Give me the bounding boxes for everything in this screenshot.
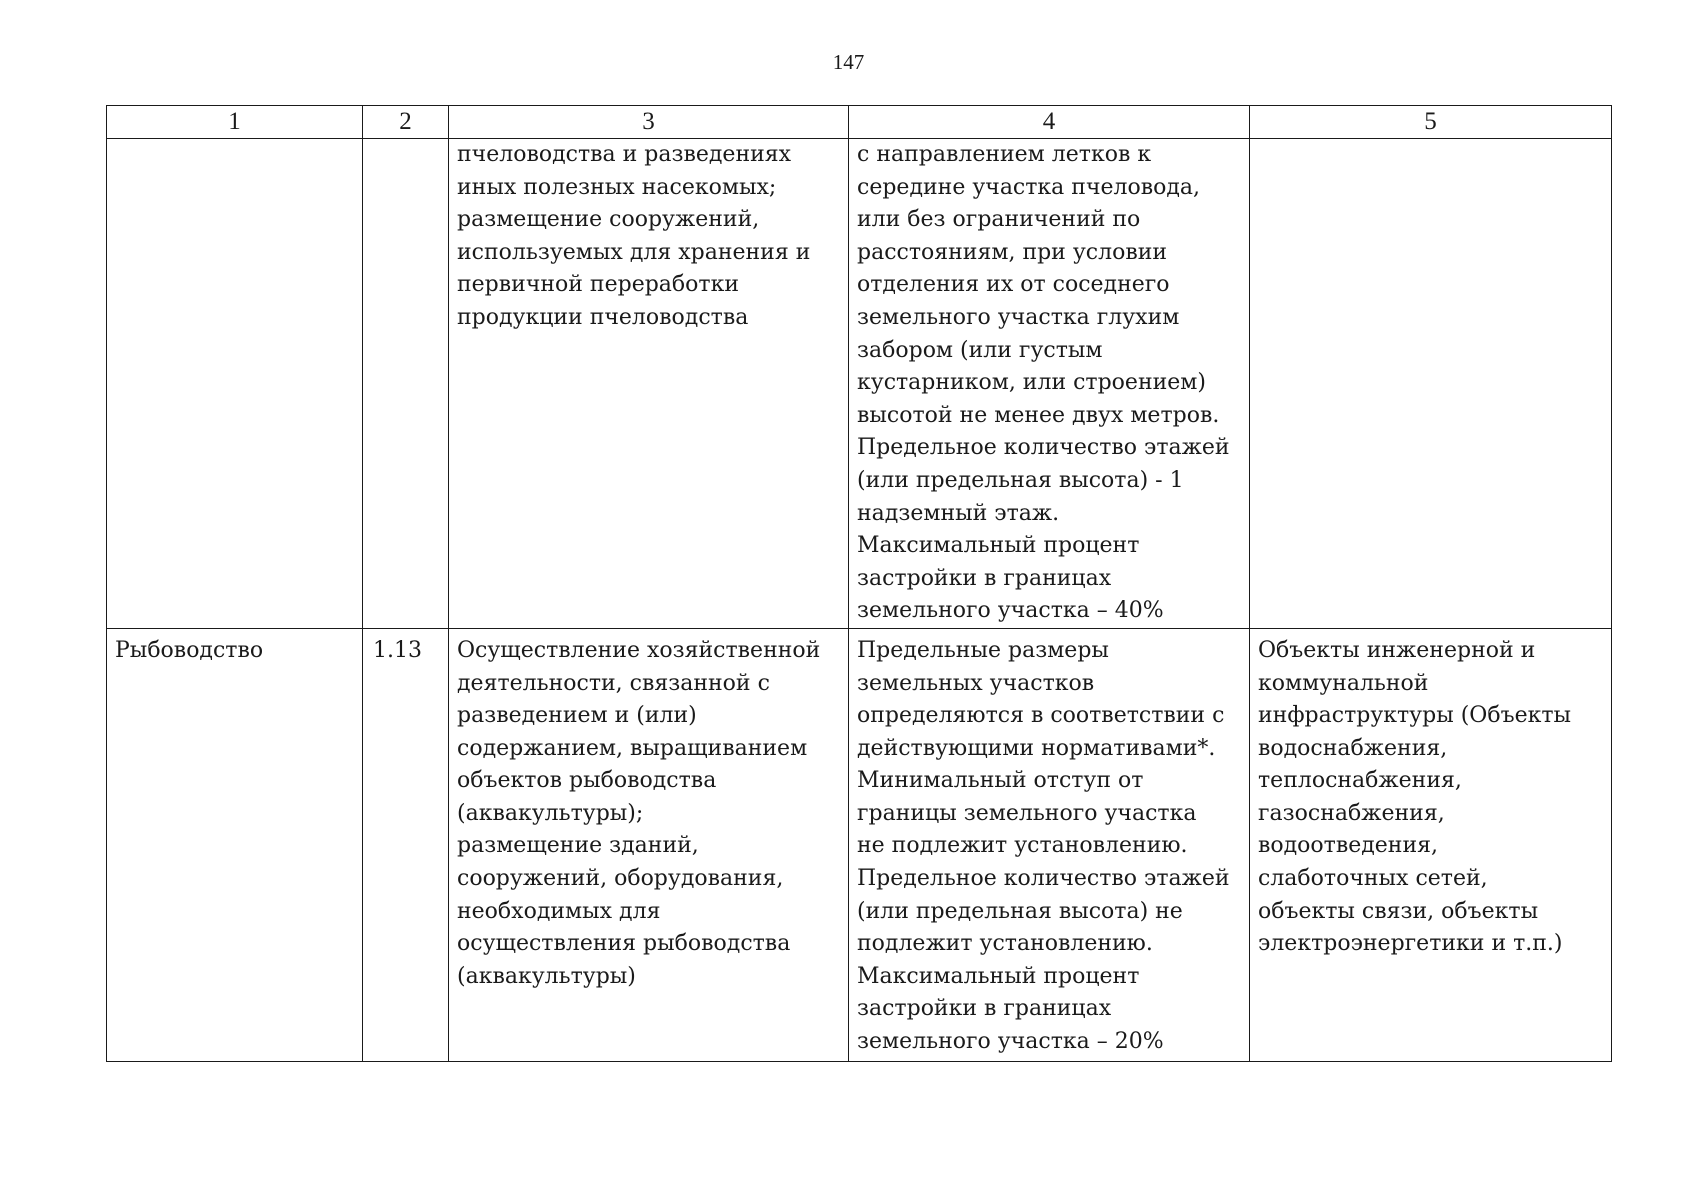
use-parameters-text: Предельные размеры земельных участков определяются в соответствии с действующими нормативами*. Минимальный отступ от границы земельного участка не подлежит установлению. Предельное количество этажей (или предельная высота) не подлежит установлению. Максимальный процент застройки в границах земельного участка – 20%: [857, 637, 1230, 1055]
table-row: [107, 139, 1612, 629]
cell-use-code: [363, 628, 449, 1061]
column-header-5: 5: [1250, 106, 1612, 139]
table-row: [107, 628, 1612, 1061]
land-use-table: [106, 105, 1612, 1062]
use-description-text: Осуществление хозяйственной деятельности, связанной с разведением и (или) содержанием, выращиванием объектов рыбоводства (аквакультуры); размещение зданий, сооружений, оборудования, необходимых для осуществления рыбоводства (аквакультуры): [457, 637, 821, 989]
cell-auxiliary-objects: [1250, 139, 1612, 629]
table-header-row: [107, 106, 1612, 139]
cell-use-parameters: [849, 628, 1250, 1061]
cell-use-description: [449, 139, 849, 629]
column-header-2: 2: [363, 106, 449, 139]
auxiliary-objects-text: Объекты инженерной и коммунальной инфраструктуры (Объекты водоснабжения, теплоснабжения, газоснабжения, водоотведения, слаботочных сетей, объекты связи, объекты электроэнергетики и т.п.): [1258, 637, 1572, 957]
use-code-text: 1.13: [373, 637, 422, 663]
cell-use-code: [363, 139, 449, 629]
page-number: 147: [832, 50, 865, 74]
use-description-text: пчеловодства и разведениях иных полезных насекомых; размещение сооружений, используемых для хранения и первичной переработки продукции пчеловодства: [457, 142, 811, 330]
cell-use-parameters: [849, 139, 1250, 629]
column-header-3: 3: [449, 106, 849, 139]
cell-use-description: [449, 628, 849, 1061]
column-header-1: 1: [107, 106, 363, 139]
cell-use-name: [107, 628, 363, 1061]
cell-use-name: [107, 139, 363, 629]
use-name-text: Рыбоводство: [115, 637, 264, 663]
cell-auxiliary-objects: [1250, 628, 1612, 1061]
column-header-4: 4: [849, 106, 1250, 139]
use-parameters-text: с направлением летков к середине участка пчеловода, или без ограничений по расстояниям, при условии отделения их от соседнего земельного участка глухим забором (или густым кустарником, или строением) высотой не менее двух метров. Предельное количество этажей (или предельная высота) - 1 надземный этаж. Максимальный процент застройки в границах земельного участка – 40%: [857, 142, 1230, 624]
